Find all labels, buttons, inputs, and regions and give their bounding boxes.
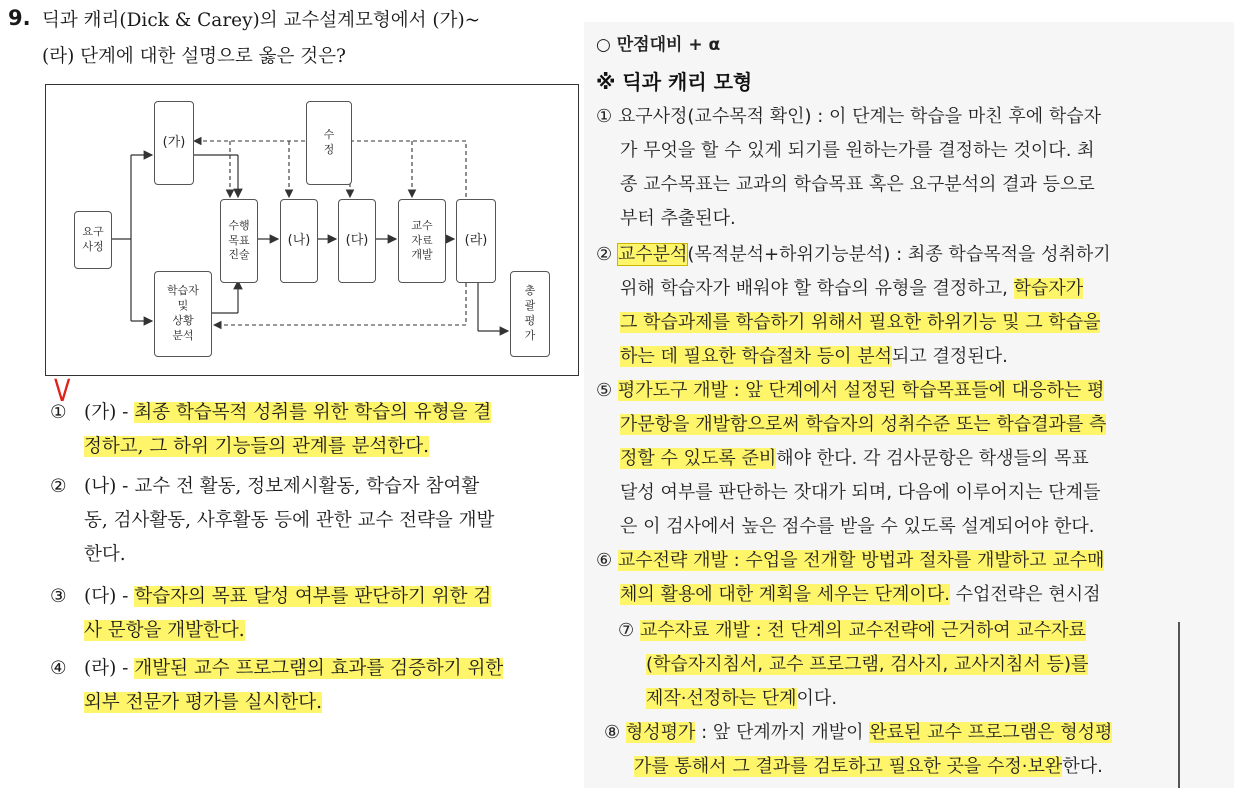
ref-7-line2: (학습자지침서, 교수 프로그램, 검사지, 교사지침서 등)를 bbox=[646, 654, 1089, 675]
ref-2-line4: 하는 데 필요한 학습절차 등이 분석되고 결정된다. bbox=[620, 346, 1008, 367]
reference-panel bbox=[584, 22, 1234, 788]
reference-divider bbox=[1178, 622, 1180, 788]
ref-1-line3: 종 교수목표는 교과의 학습목표 혹은 요구분석의 결과 등으로 bbox=[620, 174, 1095, 195]
ref-1-line2: 가 무엇을 할 수 있게 되기를 원하는가를 결정하는 것이다. 최 bbox=[620, 140, 1095, 161]
box-performance-objectives: 수행 목표 진술 bbox=[220, 199, 258, 283]
box-material-development: 교수 자료 개발 bbox=[398, 199, 446, 283]
option-2-cont1: 동, 검사활동, 사후활동 등에 관한 교수 전략을 개발 bbox=[84, 510, 495, 531]
ref-2-line3: 그 학습과제를 학습하기 위해서 필요한 하위기능 및 그 학습을 bbox=[620, 312, 1101, 333]
option-4[interactable]: ④ (라) - 개발된 교수 프로그램의 효과를 검증하기 위한 bbox=[50, 658, 504, 679]
box-ga: (가) bbox=[154, 101, 194, 185]
ref-7-line3: 제작·선정하는 단계이다. bbox=[646, 688, 838, 709]
option-1[interactable]: ① (가) - 최종 학습목적 성취를 위한 학습의 유형을 결 bbox=[50, 402, 492, 423]
question-stem-line1: 딕과 캐리(Dick & Carey)의 교수설계모형에서 (가)~ bbox=[42, 10, 481, 31]
ref-6-line2: 체의 활용에 대한 계획을 세우는 단계이다. 수업전략은 현시점 bbox=[620, 584, 1101, 605]
check-mark: V bbox=[54, 374, 71, 409]
ref-5-line1: ⑤ 평가도구 개발 : 앞 단계에서 설정된 학습목표들에 대응하는 평 bbox=[596, 380, 1105, 401]
reference-header: ○ 만점대비 + α bbox=[596, 35, 721, 55]
ref-1-line4: 부터 추출된다. bbox=[620, 208, 736, 229]
option-1-cont: 정하고, 그 하위 기능들의 관계를 분석한다. bbox=[84, 436, 429, 457]
ref-5-line3: 정할 수 있도록 준비해야 한다. 각 검사문항은 학생들의 목표 bbox=[620, 448, 1089, 469]
box-summative-evaluation: 총 괄 평 가 bbox=[510, 271, 550, 357]
question-number: 9. bbox=[8, 6, 31, 30]
option-2-cont2: 한다. bbox=[84, 544, 126, 565]
ref-8-line2: 가를 통해서 그 결과를 검토하고 필요한 곳을 수정·보완한다. bbox=[634, 756, 1103, 777]
reference-title: ※ 딕과 캐리 모형 bbox=[596, 70, 753, 94]
box-na: (나) bbox=[280, 199, 318, 283]
ref-5-line5: 은 이 검사에서 높은 점수를 받을 수 있도록 설계되어야 한다. bbox=[620, 516, 1095, 537]
ref-6-line1: ⑥ 교수전략 개발 : 수업을 전개할 방법과 절차를 개발하고 교수매 bbox=[596, 550, 1105, 571]
box-ra: (라) bbox=[456, 199, 496, 283]
ref-8-line1: ⑧ 형성평가 : 앞 단계까지 개발이 완료된 교수 프로그램은 형성평 bbox=[604, 722, 1113, 743]
option-4-cont: 외부 전문가 평가를 실시한다. bbox=[84, 692, 322, 713]
ref-2-line2: 위해 학습자가 배워야 할 학습의 유형을 결정하고, 학습자가 bbox=[620, 278, 1084, 299]
question-stem-line2: (라) 단계에 대한 설명으로 옳은 것은? bbox=[42, 46, 346, 67]
ref-5-line2: 가문항을 개발함으로써 학습자의 성취수준 또는 학습결과를 측 bbox=[620, 414, 1107, 435]
option-2[interactable]: ② (나) - 교수 전 활동, 정보제시활동, 학습자 참여활 bbox=[50, 476, 480, 497]
option-3[interactable]: ③ (다) - 학습자의 목표 달성 여부를 판단하기 위한 검 bbox=[50, 586, 492, 607]
box-learner-analysis: 학습자 및 상황 분석 bbox=[154, 271, 212, 357]
option-3-cont: 사 문항을 개발한다. bbox=[84, 620, 245, 641]
box-revision: 수 정 bbox=[306, 101, 352, 185]
box-da: (다) bbox=[338, 199, 376, 283]
ref-1-line1: ① 요구사정(교수목적 확인) : 이 단계는 학습을 마친 후에 학습자 bbox=[596, 106, 1102, 127]
question-panel bbox=[0, 0, 590, 788]
dick-carey-diagram bbox=[45, 84, 579, 376]
ref-2-line1: ② 교수분석(목적분석+하위기능분석) : 최종 학습목적을 성취하기 bbox=[596, 244, 1111, 265]
ref-7-line1: ⑦ 교수자료 개발 : 전 단계의 교수전략에 근거하여 교수자료 bbox=[618, 620, 1086, 641]
ref-5-line4: 달성 여부를 판단하는 잣대가 되며, 다음에 이루어지는 단계들 bbox=[620, 482, 1101, 503]
box-needs-assessment: 요구 사정 bbox=[74, 211, 112, 269]
